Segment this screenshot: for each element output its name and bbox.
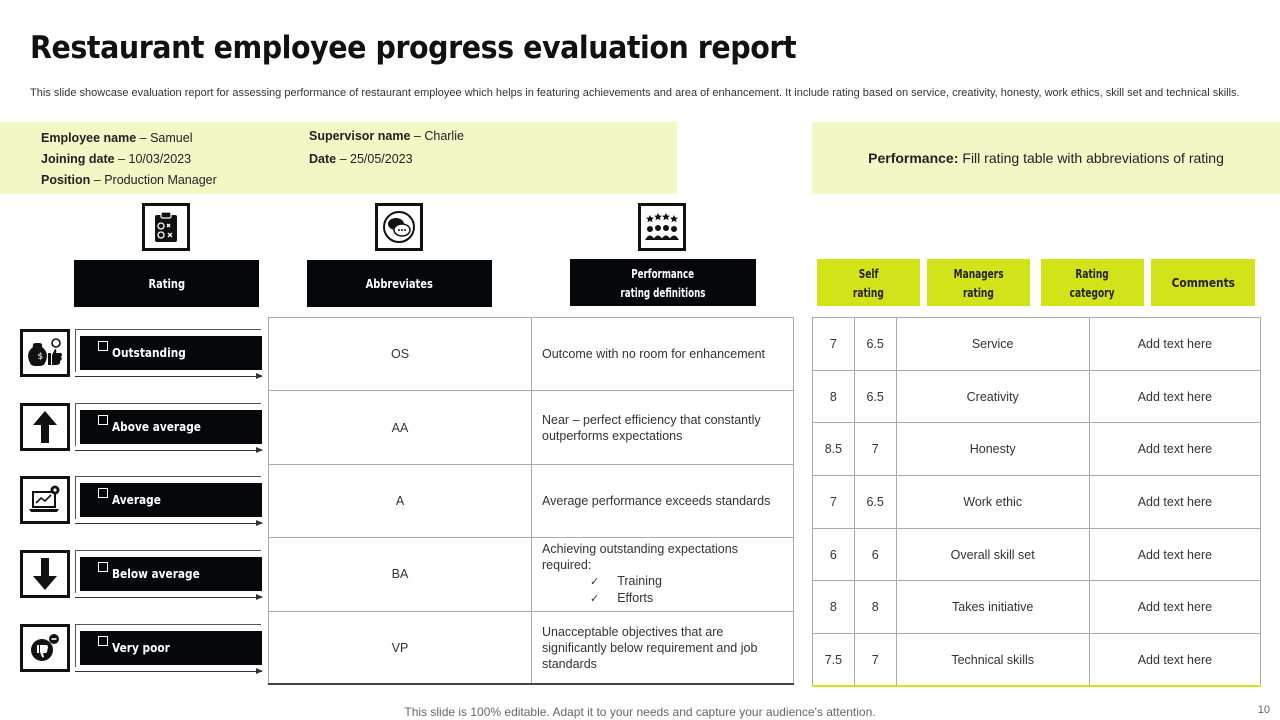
employee-name: Employee name – Samuel <box>41 131 193 145</box>
row-marker <box>98 636 108 646</box>
table-row <box>813 370 1261 423</box>
row-marker <box>98 562 108 572</box>
definition-cell: Outcome with no room for enhancement <box>532 318 794 391</box>
team-stars-icon <box>638 203 686 251</box>
rating-category-cell: Creativity <box>896 370 1089 423</box>
row-marker <box>98 341 108 351</box>
table-row <box>813 423 1261 476</box>
abbreviation-cell: VP <box>269 611 532 684</box>
supervisor-name: Supervisor name – Charlie <box>309 129 464 143</box>
comment-cell[interactable]: Add text here <box>1089 476 1260 529</box>
page-subtitle: This slide showcase evaluation report for assessing performance of restaurant employee which helps in featuring achievements and area of enhancement. It include rating based on service, creativity, honesty, work ethics, skill set and technical skills. <box>30 87 1240 99</box>
rating-category-cell: Technical skills <box>896 634 1089 687</box>
definition-cell: Average performance exceeds standards <box>532 464 794 537</box>
header-abbreviates: Abbreviates <box>307 260 492 307</box>
scores-table <box>812 317 1261 687</box>
rating-category-cell: Service <box>896 318 1089 371</box>
definition-cell: Near – perfect efficiency that constantly outperforms expectations <box>532 391 794 464</box>
rating-label-above-average: Above average <box>80 410 262 444</box>
row-marker <box>98 415 108 425</box>
joining-date: Joining date – 10/03/2023 <box>41 152 192 166</box>
table-row <box>813 476 1261 529</box>
managers-rating-cell: 7 <box>854 423 896 476</box>
table-row <box>269 391 794 464</box>
table-row <box>269 318 794 391</box>
arrow-down-icon <box>20 550 70 598</box>
row-arrow <box>75 597 262 598</box>
header-comments: Comments <box>1151 259 1255 306</box>
rating-label-very-poor: Very poor <box>80 631 262 665</box>
evaluation-date: Date – 25/05/2023 <box>309 152 413 166</box>
managers-rating-cell: 6.5 <box>854 476 896 529</box>
money-bag-thumbs-up-icon <box>20 329 70 377</box>
checklist-item: ✓ Training <box>590 573 783 590</box>
page-title: Restaurant employee progress evaluation report <box>30 30 797 66</box>
header-self-rating: Self rating <box>817 259 920 306</box>
self-rating-cell: 8 <box>813 581 855 634</box>
self-rating-cell: 6 <box>813 528 855 581</box>
row-arrow <box>75 450 262 451</box>
managers-rating-cell: 6.5 <box>854 318 896 371</box>
comment-cell[interactable]: Add text here <box>1089 528 1260 581</box>
comment-cell[interactable]: Add text here <box>1089 581 1260 634</box>
rating-label-below-average: Below average <box>80 557 262 591</box>
comment-cell[interactable]: Add text here <box>1089 423 1260 476</box>
header-rating: Rating <box>74 260 259 307</box>
self-rating-cell: 7.5 <box>813 634 855 687</box>
row-arrow <box>75 376 262 377</box>
self-rating-cell: 7 <box>813 476 855 529</box>
row-arrow <box>75 671 262 672</box>
rating-label-outstanding: Outstanding <box>80 336 262 370</box>
header-rating-category: Rating category <box>1041 259 1144 306</box>
table-row <box>813 634 1261 687</box>
row-arrow <box>75 523 262 524</box>
self-rating-cell: 7 <box>813 318 855 371</box>
table-row <box>813 581 1261 634</box>
self-rating-cell: 8.5 <box>813 423 855 476</box>
managers-rating-cell: 6 <box>854 528 896 581</box>
table-row <box>269 464 794 537</box>
clipboard-checklist-icon <box>142 203 190 251</box>
footer-note: This slide is 100% editable. Adapt it to your needs and capture your audience's attention. <box>404 705 876 719</box>
abbreviation-cell: BA <box>269 538 532 611</box>
table-row <box>269 611 794 684</box>
performance-note: Performance: Fill rating table with abbreviations of rating <box>812 122 1280 194</box>
comment-cell[interactable]: Add text here <box>1089 370 1260 423</box>
arrow-up-icon <box>20 403 70 451</box>
definition-cell <box>532 538 794 611</box>
header-managers-rating: Managers rating <box>927 259 1030 306</box>
managers-rating-cell: 6.5 <box>854 370 896 423</box>
checklist-item: ✓ Efforts <box>590 590 783 607</box>
header-definitions: Performance rating definitions <box>570 259 756 306</box>
abbreviation-cell: AA <box>269 391 532 464</box>
rating-label-average: Average <box>80 483 262 517</box>
table-row <box>813 318 1261 371</box>
page-number: 10 <box>1257 704 1270 716</box>
svg-text:$: $ <box>37 352 44 362</box>
table-row <box>269 538 794 611</box>
definitions-table <box>268 317 794 685</box>
abbreviation-cell: OS <box>269 318 532 391</box>
self-rating-cell: 8 <box>813 370 855 423</box>
chat-bubble-icon <box>375 203 423 251</box>
employee-position: Position – Production Manager <box>41 173 217 187</box>
managers-rating-cell: 7 <box>854 634 896 687</box>
comment-cell[interactable]: Add text here <box>1089 634 1260 687</box>
table-row <box>813 528 1261 581</box>
definition-cell: Unacceptable objectives that are significantly below requirement and job standards <box>532 611 794 684</box>
definition-text: Achieving outstanding expectations required: <box>542 542 738 573</box>
rating-category-cell: Overall skill set <box>896 528 1089 581</box>
laptop-gear-icon <box>20 476 70 524</box>
rating-category-cell: Honesty <box>896 423 1089 476</box>
checklist <box>542 573 783 607</box>
managers-rating-cell: 8 <box>854 581 896 634</box>
thumbs-down-icon <box>20 624 70 672</box>
row-marker <box>98 488 108 498</box>
rating-category-cell: Work ethic <box>896 476 1089 529</box>
comment-cell[interactable]: Add text here <box>1089 318 1260 371</box>
rating-category-cell: Takes initiative <box>896 581 1089 634</box>
abbreviation-cell: A <box>269 464 532 537</box>
